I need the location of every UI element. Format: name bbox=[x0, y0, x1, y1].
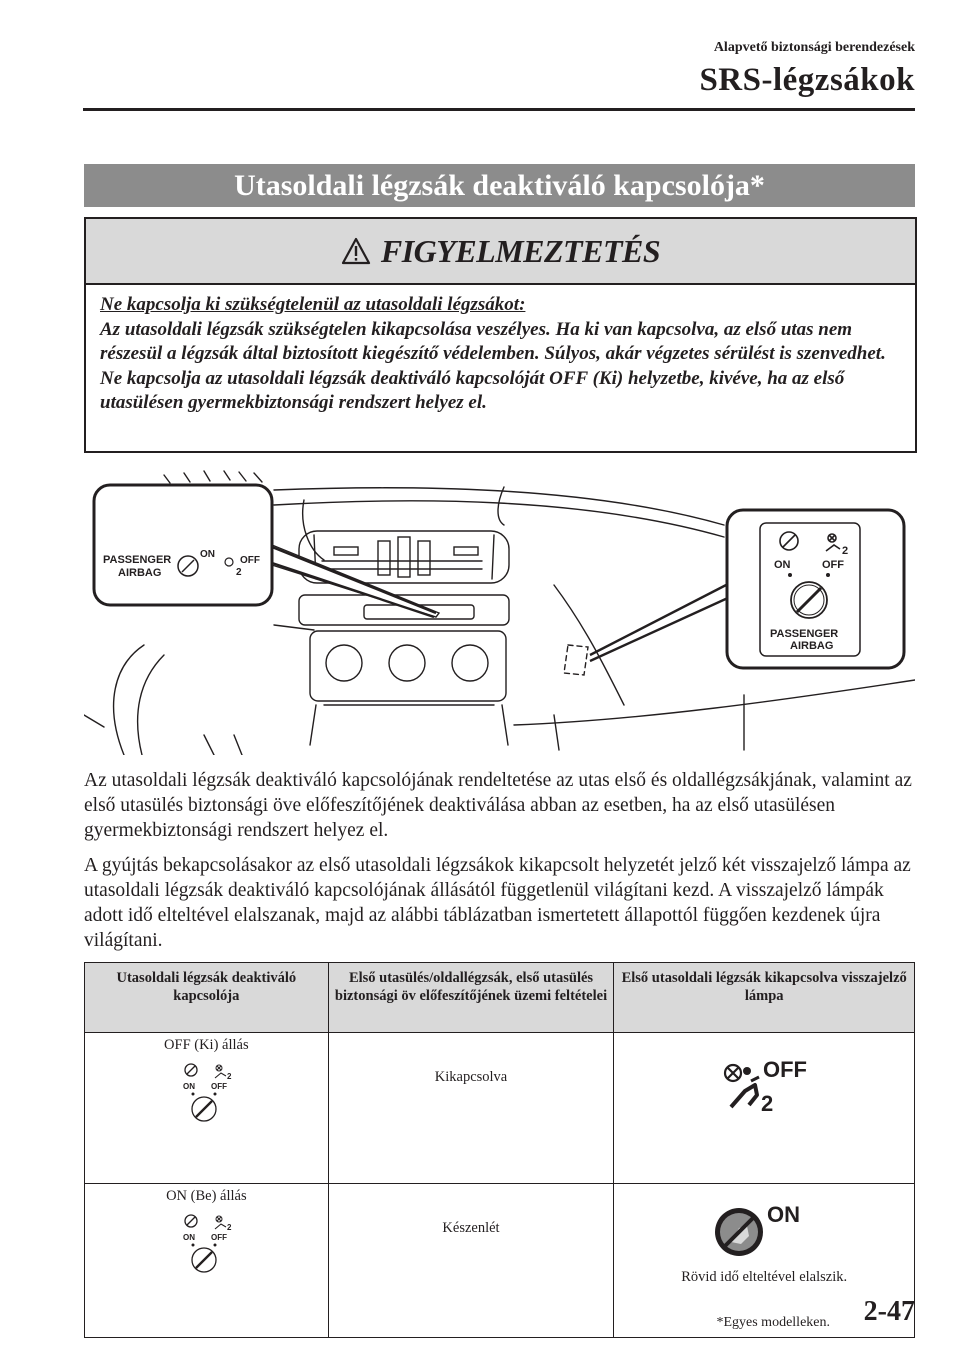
mini-off-label: OFF bbox=[211, 1082, 228, 1091]
warning-header bbox=[86, 219, 915, 285]
left-callout-airbag: AIRBAG bbox=[118, 567, 162, 579]
lamp-off-label: OFF bbox=[763, 1057, 808, 1082]
warning-box bbox=[84, 217, 917, 453]
dashboard-illustration bbox=[84, 465, 915, 755]
switch-state-cell bbox=[85, 1033, 329, 1184]
switch-state-cell bbox=[85, 1184, 329, 1338]
right-callout-passenger: PASSENGER bbox=[770, 628, 839, 640]
lamp-two-label: 2 bbox=[761, 1091, 774, 1116]
paragraph-1: Az utasoldali légzsák deaktiváló kapcsolójának rendeltetése az utas első és oldallégzsákjának, valamint az első utasülés biztonsági öve előfeszítőjének deaktiválása abban az esetben, ha az első utasülésen gyermekbiztonsági rendszert helyez el. bbox=[84, 770, 912, 841]
paragraph-2: A gyújtás bekapcsolásakor az első utasoldali légzsákok kikapcsolt helyzetét jelző két visszajelző lámpa az utasoldali légzsák deaktiváló kapcsolójának állásától függetlenül világítani kezd. A visszajelző lámpák adott idő elteltével elalszanak, majd az alábbi táblázatban ismertetett állapottól függően kezdenek újra világítani. bbox=[84, 855, 911, 951]
page-title: SRS-légzsákok bbox=[699, 62, 915, 98]
lamp-cell bbox=[614, 1033, 915, 1184]
left-callout-two: 2 bbox=[236, 567, 242, 578]
right-callout-off: OFF bbox=[822, 559, 844, 571]
lamp-on-label: ON bbox=[767, 1202, 801, 1227]
right-callout-on: ON bbox=[774, 559, 791, 571]
right-callout-two: 2 bbox=[842, 545, 849, 557]
passenger-airbag-off-lamp-icon bbox=[709, 1051, 819, 1127]
mini-on-label: ON bbox=[183, 1233, 196, 1242]
status-cell: Kikapcsolva bbox=[328, 1033, 614, 1184]
status-cell: Készenlét bbox=[328, 1184, 614, 1338]
right-callout-airbag: AIRBAG bbox=[790, 640, 834, 652]
mini-on-label: ON bbox=[183, 1082, 196, 1091]
table-header-conditions: Első utasülés/oldallégzsák, első utasülés biztonsági öv előfeszítőjének üzemi feltételei bbox=[328, 963, 614, 1033]
switch-state-label: ON (Be) állás bbox=[166, 1188, 247, 1204]
mini-two-label: 2 bbox=[227, 1223, 232, 1232]
table-row bbox=[85, 1033, 915, 1184]
left-callout-passenger: PASSENGER bbox=[103, 554, 172, 566]
status-table bbox=[84, 962, 915, 1338]
passenger-airbag-on-lamp-icon bbox=[709, 1198, 819, 1262]
header-section-label: Alapvető biztonsági berendezések bbox=[713, 40, 915, 55]
table-header-lamp: Első utasoldali légzsák kikapcsolva visszajelző lámpa bbox=[614, 963, 915, 1033]
switch-on-position-icon bbox=[171, 1209, 241, 1275]
footnote: *Egyes modelleken. bbox=[716, 1315, 830, 1330]
left-callout-off: OFF bbox=[240, 555, 260, 566]
lamp-note: Rövid idő elteltével elalszik. bbox=[681, 1269, 848, 1285]
left-callout-on: ON bbox=[200, 549, 215, 560]
switch-off-position-icon bbox=[171, 1058, 241, 1124]
header-rule bbox=[83, 108, 915, 111]
warning-title: FIGYELMEZTETÉS bbox=[380, 232, 661, 269]
section-title-bar: Utasoldali légzsák deaktiváló kapcsolója* bbox=[84, 164, 915, 207]
table-header-switch: Utasoldali légzsák deaktiváló kapcsolója bbox=[85, 963, 329, 1033]
left-callout-box bbox=[94, 485, 272, 605]
warning-text: Az utasoldali légzsák szükségtelen kikapcsolása veszélyes. Ha ki van kapcsolva, az első utas nem részesül a légzsák által biztosított kiegészítő védelemben. Súlyos, akár végzetes sérülést is szenvedhet. Ne kapcsolja az utasoldali légzsák deaktiváló kapcsolóját OFF (Ki) helyzetbe, kivéve, ha az első utasülésen gyermekbiztonsági rendszert helyez el. bbox=[100, 318, 886, 413]
warning-lead: Ne kapcsolja ki szükségtelenül az utasoldali légzsákot: bbox=[100, 294, 526, 315]
mini-off-label: OFF bbox=[211, 1233, 228, 1242]
table-header-row bbox=[85, 963, 915, 1033]
warning-triangle-icon bbox=[341, 237, 371, 265]
warning-body bbox=[86, 285, 915, 416]
page-number: 2-47 bbox=[863, 1296, 915, 1327]
switch-state-label: OFF (Ki) állás bbox=[164, 1037, 249, 1053]
mini-two-label: 2 bbox=[227, 1072, 232, 1081]
